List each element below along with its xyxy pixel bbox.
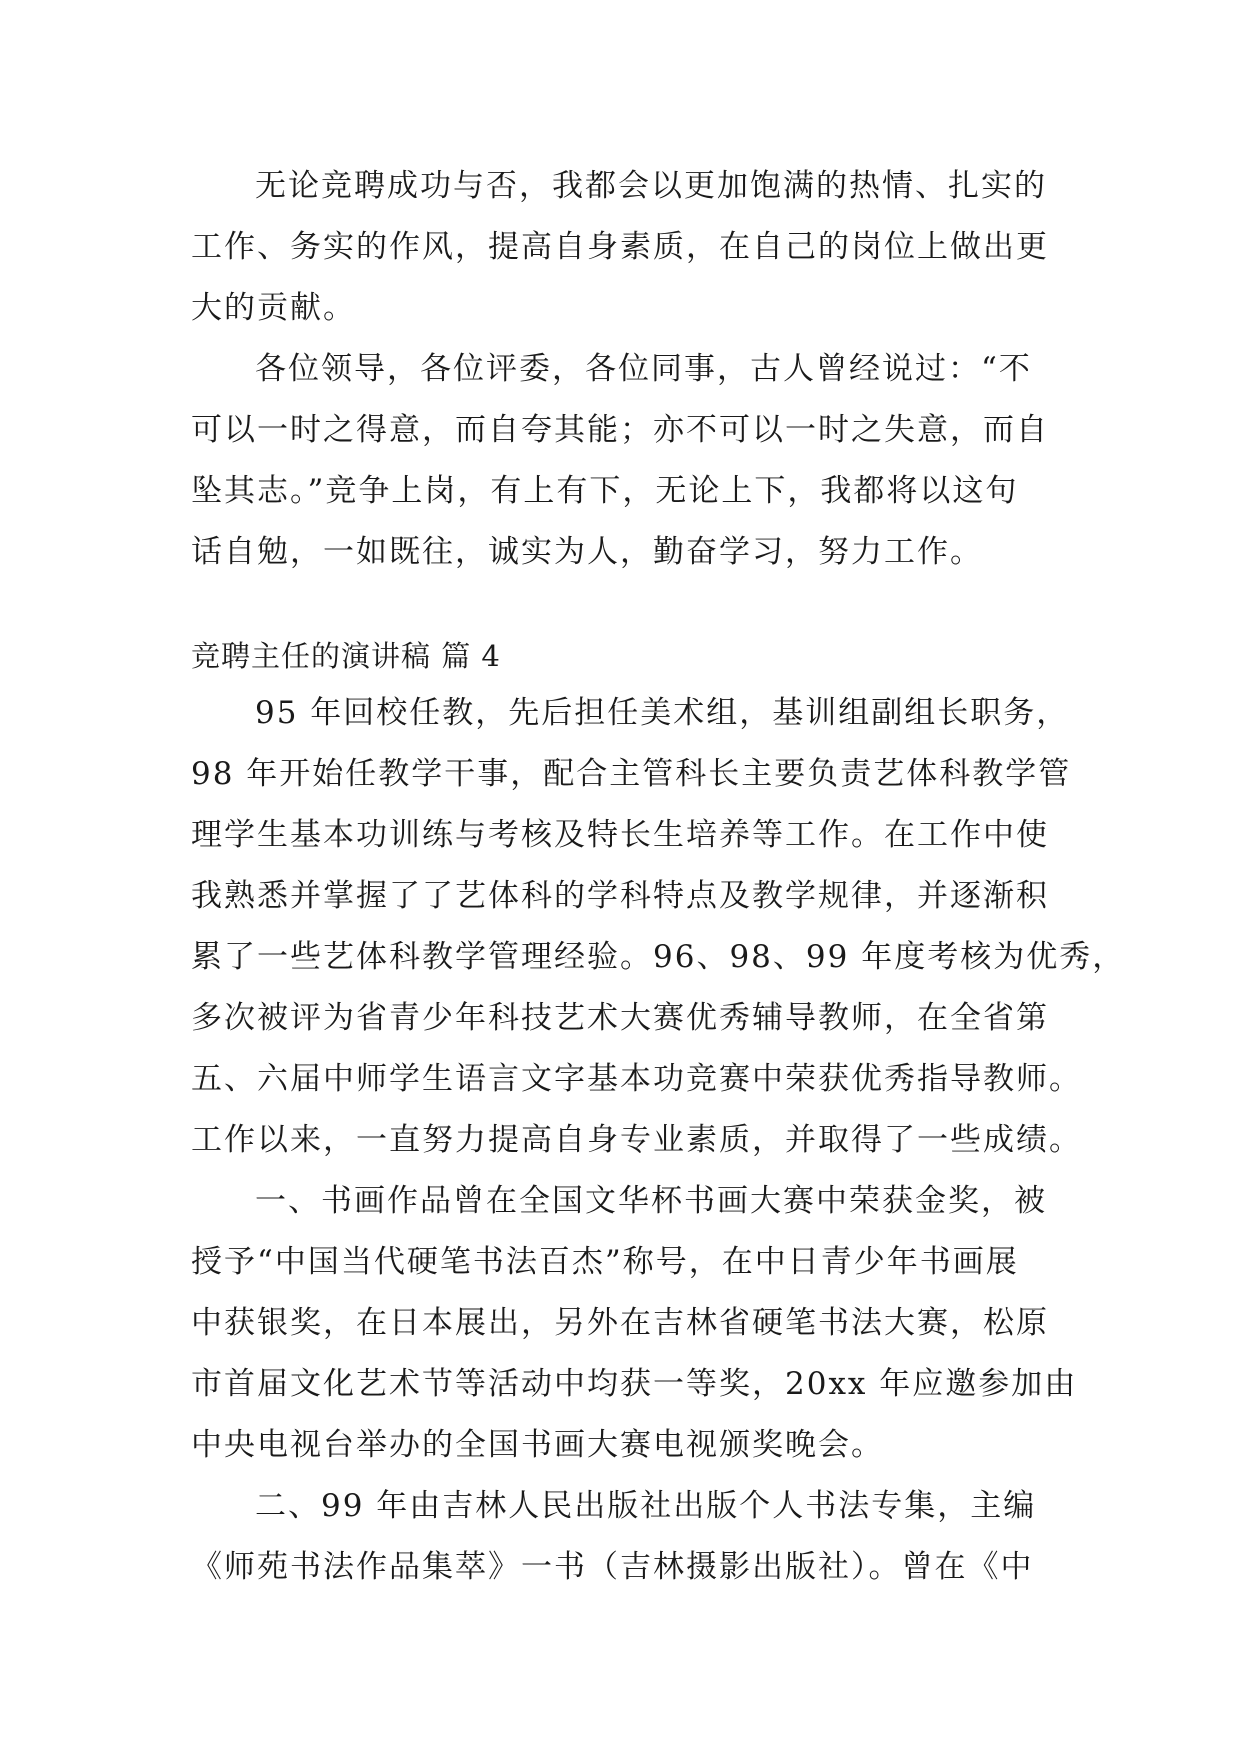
paragraph-line: 95 年回校任教，先后担任美术组，基训组副组长职务， xyxy=(255,695,1070,731)
paragraph-line: 我熟悉并掌握了了艺体科的学科特点及教学规律，并逐渐积 xyxy=(191,878,1049,914)
paragraph-line: 五、六届中师学生语言文字基本功竞赛中荣获优秀指导教师。 xyxy=(191,1061,1082,1097)
paragraph-line: 大的贡献。 xyxy=(191,290,356,326)
paragraph-awards xyxy=(191,1171,1078,1476)
paragraph-line: 累了一些艺体科教学管理经验。96、98、99 年度考核为优秀， xyxy=(191,939,1126,975)
paragraph-closing-quote xyxy=(191,339,1051,583)
paragraph-line: 可以一时之得意，而自夸其能；亦不可以一时之失意，而自 xyxy=(191,412,1049,448)
paragraph-line: 二、99 年由吉林人民出版社出版个人书法专集，主编 xyxy=(255,1488,1037,1524)
paragraph-line: 坠其志。”竞争上岗，有上有下，无论上下，我都将以这句 xyxy=(191,473,1019,509)
paragraph-line: 工作以来，一直努力提高自身专业素质，并取得了一些成绩。 xyxy=(191,1122,1082,1158)
paragraph-line: 《师苑书法作品集萃》一书（吉林摄影出版社）。曾在《中 xyxy=(191,1549,1034,1585)
paragraph-line: 各位领导，各位评委，各位同事，古人曾经说过：“不 xyxy=(255,351,1032,387)
paragraph-line: 一、书画作品曾在全国文华杯书画大赛中荣获金奖，被 xyxy=(255,1183,1047,1219)
paragraph-line: 授予“中国当代硬笔书法百杰”称号，在中日青少年书画展 xyxy=(191,1244,1019,1280)
paragraph-career xyxy=(191,683,1126,1171)
paragraph-line: 无论竞聘成功与否，我都会以更加饱满的热情、扎实的 xyxy=(255,168,1047,204)
paragraph-line: 98 年开始任教学干事，配合主管科长主要负责艺体科教学管 xyxy=(191,756,1072,792)
paragraph-line: 中获银奖，在日本展出，另外在吉林省硬笔书法大赛，松原 xyxy=(191,1305,1049,1341)
paragraph-conclusion xyxy=(191,156,1051,339)
paragraph-line: 工作、务实的作风，提高自身素质，在自己的岗位上做出更 xyxy=(191,229,1049,265)
paragraph-line: 中央电视台举办的全国书画大赛电视颁奖晚会。 xyxy=(191,1427,884,1463)
section-heading: 竞聘主任的演讲稿 篇 4 xyxy=(191,639,501,673)
paragraph-line: 多次被评为省青少年科技艺术大赛优秀辅导教师，在全省第 xyxy=(191,1000,1049,1036)
paragraph-line: 市首届文化艺术节等活动中均获一等奖，20xx 年应邀参加由 xyxy=(191,1366,1078,1402)
paragraph-line: 话自勉，一如既往，诚实为人，勤奋学习，努力工作。 xyxy=(191,534,983,570)
paragraph-line: 理学生基本功训练与考核及特长生培养等工作。在工作中使 xyxy=(191,817,1049,853)
paragraph-publications xyxy=(191,1476,1051,1598)
